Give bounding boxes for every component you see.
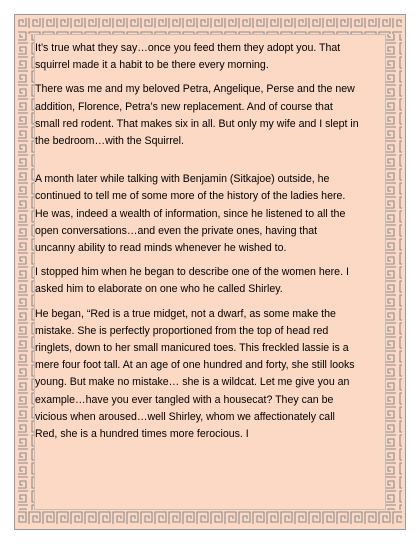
paragraph-1: It’s true what they say…once you feed them they adopt you. That squirrel made it a habit to be there every morning. — [35, 42, 341, 72]
paragraph-5: He began, “Red is a true midget, not a dwarf, as some make the mistake. She is perfectly proportioned from the top of head red ringlets, down to her small manicured toes. This freckled lassie is a mere four foot tall. At an age of one hundred and forty, she still looks young. But make no mistake… she is a wildcat. Let me give you an example…have you ever tangled with a housecat? They can be vicious when aroused…well Shirley, whom we affectionately call Red, she is a hundred times more ferocious. I — [35, 307, 355, 441]
paragraph-4: I stopped him when he began to describe one of the women here. I asked him to elaborate on one who he called Shirley. — [35, 266, 349, 296]
body-text — [35, 40, 359, 506]
paragraph-3: A month later while talking with Benjamin (Sitkajoe) outside, he continued to tell me of some more of the history of the ladies here. He was, indeed a wealth of information, since he listened to all the open conversations…and even the private ones, having that uncanny ability to read minds whenever he wished to. — [35, 173, 346, 255]
paragraph-2: There was me and my beloved Petra, Angelique, Perse and the new addition, Florence, Petra’s new replacement. And of course that small red rodent. That makes six in all. But only my wife and I slept in the bedroom…with the Squirrel. — [35, 83, 359, 148]
